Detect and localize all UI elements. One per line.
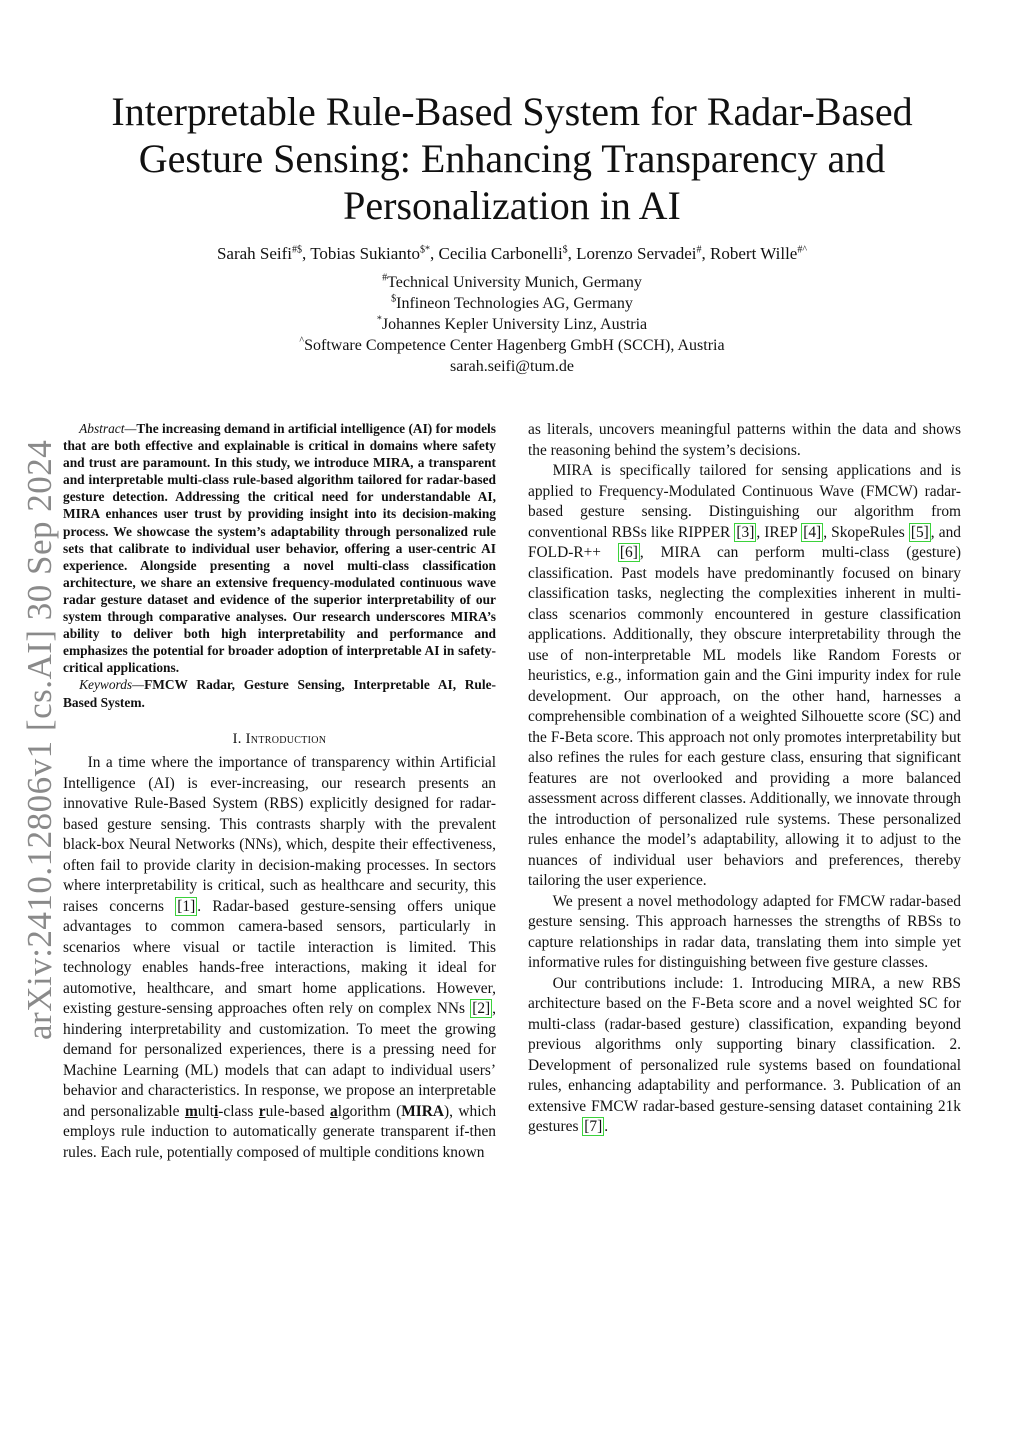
affiliation [60, 314, 964, 335]
paragraph-continued [528, 420, 961, 461]
citation-link[interactable]: [2] [472, 1000, 491, 1018]
aff-text: Johannes Kepler University Linz, Austria [381, 316, 648, 333]
text-run: In a time where the importance of transparency within Artificial Intelligence (AI) is ever-increasing, our research presents an innovative Rule-Based System (RBS) explicitly designed for radar-based gesture sensing. This contrasts sharply with the prevalent black-box Neural Networks (NNs), which, despite their effectiveness, often fail to provide clarity in decision-making processes. In sectors where interpretability is critical, such as healthcare and security, this raises concerns [63, 754, 496, 915]
paragraph [528, 974, 961, 1138]
text-run: , SkopeRules [823, 523, 909, 541]
text-run: -class [218, 1102, 259, 1120]
text-run: , and FOLD-R++ [528, 523, 962, 561]
left-column [63, 420, 496, 1163]
abstract-label: Abstract— [79, 421, 137, 436]
text-run: ult [197, 1102, 215, 1120]
section-name: Introduction [245, 730, 327, 747]
citation-link[interactable]: [4] [803, 523, 822, 541]
author-marker: #^ [797, 244, 808, 256]
affiliations [60, 272, 964, 377]
text-run: . Radar-based gesture-sensing offers unique advantages to common camera-based sensors, particularly in scenarios where visual or tactile interaction is limited. This technology enables hands-free interactions, making it ideal for automotive, healthcare, and smart home applications. However, existing gesture-sensing approaches often rely on complex NNs [63, 897, 496, 1018]
text-run: , IREP [756, 523, 802, 541]
acronym-letter: a [330, 1102, 338, 1120]
acronym-letter: i [214, 1102, 219, 1120]
paper-title: Interpretable Rule-Based System for Radar-Based Gesture Sensing: Enhancing Transparency and Personalization in AI [111, 89, 913, 228]
author-list: Sarah Seifi#$, Tobias Sukianto$*, Cecilia Carbonelli$, Lorenzo Servadei#, Robert Wille#^ [216, 244, 808, 263]
aff-marker: # [382, 272, 388, 284]
text-run: . [604, 1118, 609, 1135]
right-column [528, 420, 961, 1138]
text-run: ule-based [265, 1102, 330, 1120]
affiliation [60, 293, 964, 314]
author-marker: $* [420, 244, 431, 256]
text-run: , hindering interpretability and customization. To meet the growing demand for personalized experiences, there is a pressing need for Machine Learning (ML) models that can adapt to individual users’ behavior and characteristics. In response, we propose an interpretable and personalizable [63, 1000, 496, 1120]
aff-text: Technical University Munich, Germany [387, 274, 642, 291]
keywords-label: Keywords— [79, 677, 145, 693]
aff-marker: $ [391, 293, 397, 305]
author: Tobias Sukianto [310, 244, 421, 263]
affiliation [60, 335, 964, 356]
arxiv-identifier: arXiv:2410.12806v1 [cs.AI] 30 Sep 2024 [20, 439, 59, 1040]
paragraph [528, 461, 961, 892]
text-run: lgorithm ( [337, 1102, 402, 1120]
author: Robert Wille [710, 244, 798, 263]
acronym-letter: r [258, 1102, 266, 1120]
citation-link[interactable]: [1] [177, 897, 196, 915]
author: Cecilia Carbonelli [438, 244, 563, 263]
paragraph [63, 753, 496, 1163]
text-run: as literals, uncovers meaningful patterns within the data and shows the reasoning behind the system’s decisions. [528, 421, 961, 459]
aff-text: Infineon Technologies AG, Germany [396, 295, 633, 312]
author-marker: # [696, 244, 702, 256]
section-number: I. [232, 730, 242, 747]
author-marker: $ [562, 244, 568, 256]
author-marker: #$ [292, 244, 303, 256]
citation-link[interactable]: [7] [584, 1118, 603, 1135]
text-run: MIRA is specifically tailored for sensing applications and is applied to Frequency-Modulated Continuous Wave (FMCW) radar-based gesture sensing. Distinguishing our algorithm from conventional RBSs like RIPPER [528, 462, 961, 541]
citation-link[interactable]: [3] [736, 523, 755, 541]
aff-marker: * [376, 314, 382, 326]
email[interactable]: sarah.seifi@tum.de [449, 358, 575, 375]
author: Lorenzo Servadei [576, 244, 697, 263]
text-run: Our contributions include: 1. Introducing MIRA, a new RBS architecture based on the F-Beta score and a novel weighted SC for multi-class (radar-based gesture) classification, expanding beyond previous algorithms only supporting binary classification. 2. Development of personalized rule systems based on foundational rules, enhancing adaptability and performance. 3. Publication of an extensive FMCW radar-based gesture-sensing dataset containing 21k gestures [528, 974, 961, 1135]
keywords-text: FMCW Radar, Gesture Sensing, Interpretable AI, Rule-Based System. [63, 677, 496, 710]
acronym: MIRA [401, 1102, 445, 1120]
keywords [63, 676, 496, 710]
abstract [63, 420, 496, 676]
aff-marker: ^ [299, 335, 305, 347]
acronym-letter: m [184, 1102, 198, 1120]
author: Sarah Seifi [216, 244, 293, 263]
citation-link[interactable]: [6] [619, 544, 638, 561]
text-run: , MIRA can perform multi-class (gesture) classification. Past models have predominantly focused on binary classification tasks, neglecting the complexities inherent in multi-class scenarios commonly encountered in gesture classification applications. Additionally, they obscure interpretability through the use of non-interpretable ML models like Random Forests or heuristics, e.g., information gain and the Gini impurity index for rule development. Our approach, on the other hand, harnesses a comprehensible combination of a weighted Silhouette score (SC) and the F-Beta score. This approach not only promotes interpretability but also refines the rules for each gesture class, ensuring that significant features are not overlooked and providing a more balanced assessment across different classes. Additionally, we innovate through the introduction of personalized rule systems. These personalized rules enhance the model’s adaptability, allowing it to adjust to the nuances of individual user behaviors and preferences, thereby tailoring the user experience. [528, 544, 961, 889]
affiliation [60, 272, 964, 293]
aff-text: Software Competence Center Hagenberg GmbH (SCCH), Austria [304, 337, 725, 354]
citation-link[interactable]: [5] [910, 523, 929, 541]
text-run: ), which employs rule induction to automatically generate transparent if-then rules. Each rule, potentially composed of multiple conditions known [63, 1102, 497, 1161]
abstract-text: The increasing demand in artificial intelligence (AI) for models that are both effective and explainable is critical in domains where safety and trust are paramount. In this study, we introduce MIRA, a transparent and interpretable multi-class rule-based algorithm tailored for radar-based gesture detection. Addressing the critical need for understandable AI, MIRA enhances user trust by providing insight into its decision-making process. We showcase the system’s adaptability through personalized rule sets that calibrate to individual user behavior, offering a user-centric AI experience. Alongside presenting a novel multi-class classification architecture, we share an extensive frequency-modulated continuous wave radar gesture dataset and evidence of the superior interpretability of our system through comparative analyses. Our research underscores MIRA’s ability to deliver both high interpretability and performance and emphasizes the potential for broader adoption of interpretable AI in safety-critical applications. [63, 421, 496, 676]
paragraph: We present a novel methodology adapted for FMCW radar-based gesture sensing. This approach harnesses the strengths of RBSs to capture relationships in radar data, translating them into simple yet informative rules for distinguishing between five gesture classes. [528, 892, 961, 971]
section-heading [63, 729, 496, 750]
